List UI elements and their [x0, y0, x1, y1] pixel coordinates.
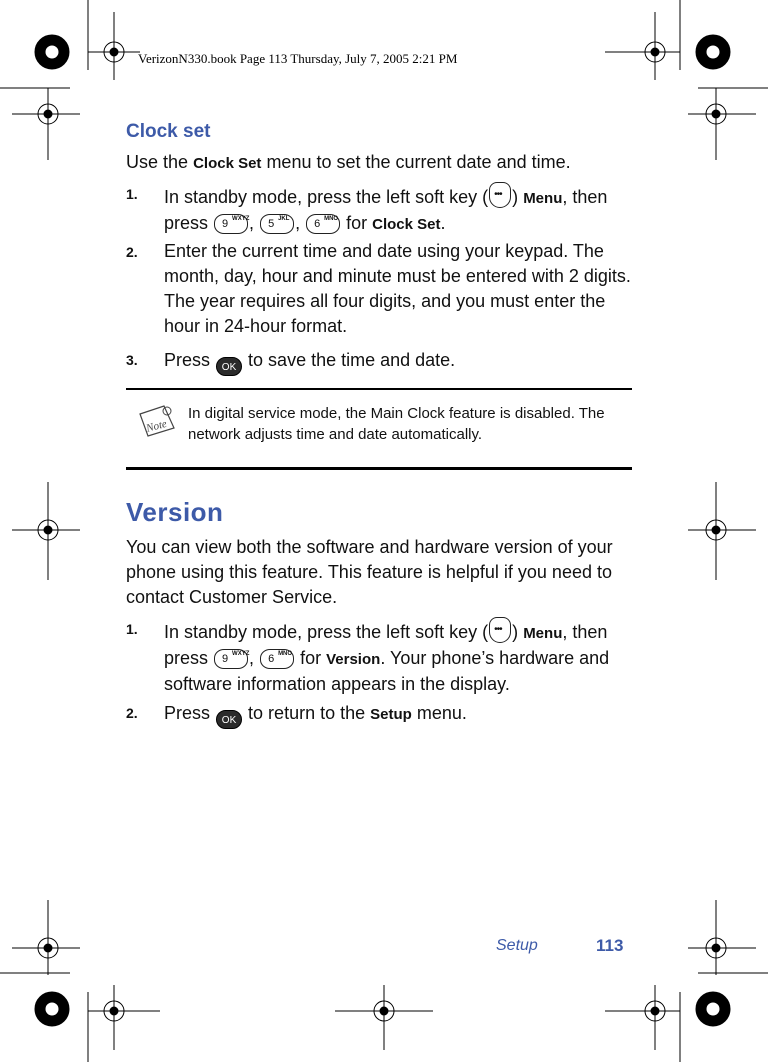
crop-mark-top-left — [35, 35, 69, 69]
clock-set-target: Clock Set — [372, 216, 441, 233]
clock-step1-text — [164, 182, 634, 237]
note-bottom-rule — [126, 467, 632, 470]
key-9-number: 9 — [222, 218, 229, 230]
key-9-letters: WXYZ — [232, 216, 250, 222]
clock-intro-before: Use the — [126, 152, 189, 172]
section-title-clock-set: Clock set — [126, 121, 211, 142]
note-icon-label: Note — [144, 417, 169, 435]
soft-key-dots: ••• — [494, 624, 502, 635]
key-9-icon — [214, 214, 248, 234]
crosshair-bottom-a — [88, 985, 160, 1050]
key-6-icon — [306, 214, 340, 234]
version-step1-after: . Your phone’s hardware and software information appears in the display. — [164, 648, 610, 694]
crosshair-top-a — [88, 12, 140, 80]
clock-step1-press: press — [164, 213, 209, 233]
clock-step1-then: , then — [562, 187, 608, 207]
clock-step1-paren: ) — [512, 187, 519, 207]
clock-step3-text — [164, 348, 634, 376]
key-5-icon — [260, 214, 294, 234]
version-step1-intro: In standby mode, press the left soft key ( — [164, 622, 489, 642]
clock-step1-number: 1. — [126, 186, 138, 202]
comma: , — [295, 213, 301, 233]
footer-section-name: Setup — [496, 937, 538, 954]
clock-step1-for: for — [346, 213, 368, 233]
version-step1-text — [164, 617, 634, 697]
version-step2-number: 2. — [126, 705, 138, 721]
footer-page-number: 113 — [596, 936, 624, 955]
clock-set-menu-name: Clock Set — [193, 155, 262, 172]
version-step1-number: 1. — [126, 621, 138, 637]
clock-intro-after: menu to set the current date and time. — [266, 152, 571, 172]
key-5-number: 5 — [268, 218, 275, 230]
crosshair-bottom-b — [605, 985, 680, 1050]
clock-step1-intro: In standby mode, press the left soft key ( — [164, 187, 489, 207]
version-step1-then: , then — [562, 622, 608, 642]
key-6-number: 6 — [268, 653, 275, 665]
ok-key-icon: OK — [216, 710, 242, 729]
section-title-version: Version — [126, 497, 224, 527]
crop-mark-bottom-left — [35, 992, 69, 1026]
left-soft-key-icon — [489, 617, 511, 643]
version-step2-text — [164, 701, 634, 729]
crop-mark-bottom-right — [696, 992, 730, 1026]
comma: , — [249, 213, 255, 233]
clock-step3-number: 3. — [126, 352, 138, 368]
crosshair-bottom-mid — [335, 985, 433, 1050]
key-9-icon — [214, 649, 248, 669]
key-9-letters: WXYZ — [232, 651, 250, 657]
clock-step2-number: 2. — [126, 244, 138, 260]
setup-menu-name: Setup — [370, 706, 412, 723]
crosshair-right-a — [688, 88, 756, 160]
note-icon — [134, 402, 180, 440]
period: . — [440, 213, 446, 233]
key-6-icon — [260, 649, 294, 669]
crosshair-left-b — [12, 900, 80, 975]
key-9-number: 9 — [222, 653, 229, 665]
key-6-letters: MNO — [278, 651, 293, 657]
crosshair-top-b — [605, 12, 680, 80]
left-soft-key-icon — [489, 182, 511, 208]
version-target: Version — [326, 651, 381, 668]
clock-step3-press: Press — [164, 350, 211, 370]
note-text: In digital service mode, the Main Clock feature is disabled. The network adjusts time and date automatically. — [188, 405, 605, 443]
key-6-letters: MNO — [324, 216, 339, 222]
version-step2-middle: to return to the — [248, 703, 366, 723]
version-step1-for: for — [300, 648, 322, 668]
clock-step3-after: to save the time and date. — [248, 350, 456, 370]
key-5-letters: JKL — [278, 216, 290, 222]
menu-label: Menu — [523, 190, 563, 207]
menu-label: Menu — [523, 625, 563, 642]
clock-step2-text: Enter the current time and date using your keypad. The month, day, hour and minute must be entered with 2 digits. The year requires all four digits, and you must enter the hour in 24-hour format. — [164, 241, 631, 336]
crosshair-right-b — [688, 900, 756, 975]
crop-mark-top-right — [696, 35, 730, 69]
version-step2-after: menu. — [416, 703, 467, 723]
crosshair-right-mid — [688, 482, 756, 580]
note-top-rule — [126, 388, 632, 390]
soft-key-dots: ••• — [494, 189, 502, 200]
version-step2-press: Press — [164, 703, 211, 723]
ok-key-icon: OK — [216, 357, 242, 376]
crosshair-left-a — [12, 88, 80, 160]
crosshair-left-mid — [12, 482, 80, 580]
clock-intro — [126, 150, 636, 176]
version-intro: You can view both the software and hardware version of your phone using this feature. This feature is helpful if you need to contact Customer Service. — [126, 537, 613, 607]
comma: , — [249, 648, 255, 668]
version-step1-press: press — [164, 648, 209, 668]
version-step1-paren: ) — [512, 622, 519, 642]
key-6-number: 6 — [314, 218, 321, 230]
file-header-line: VerizonN330.book Page 113 Thursday, July 7, 2005 2:21 PM — [138, 51, 458, 66]
